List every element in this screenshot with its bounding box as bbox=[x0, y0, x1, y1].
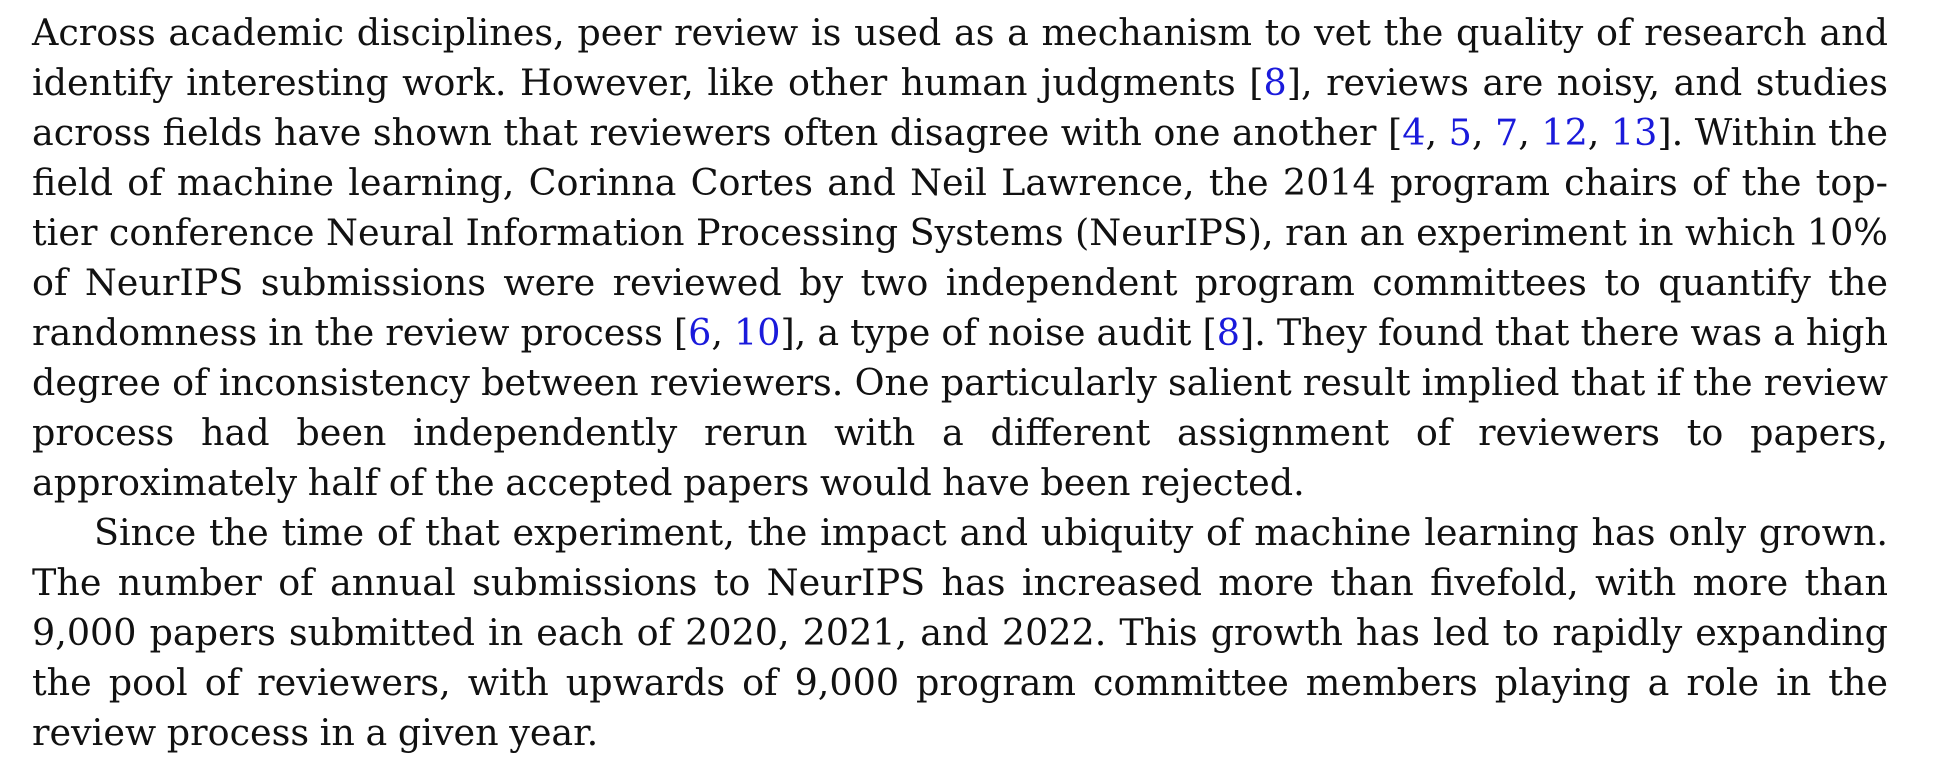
citation-separator: , bbox=[1471, 111, 1495, 154]
citation-separator: , bbox=[1587, 111, 1611, 154]
paragraph-growth: Since the time of that experiment, the impact and ubiquity of machine learning has only grown. The number of annual submissions to NeurIPS has increased more than fivefold, with more than 9,000 papers submitted in each of 2020, 2021, and 2022. This growth has led to rapidly expanding the pool of reviewers, with upwards of 9,000 program committee members playing a role in the review process in a given year. bbox=[32, 511, 1888, 754]
citation-separator: , bbox=[1518, 111, 1542, 154]
citation-link-13[interactable]: 13 bbox=[1610, 111, 1658, 154]
citation-link-12[interactable]: 12 bbox=[1541, 111, 1588, 154]
citation-link-6[interactable]: 6 bbox=[688, 311, 712, 354]
citation-separator: , bbox=[1425, 111, 1449, 154]
citation-separator: , bbox=[711, 311, 734, 354]
paragraph-text: ]. They found that there was a high degree of inconsistency between reviewers. One particularly salient result implied that if the review process had been independently rerun with a different assignment of reviewers to papers, approximately half of the accepted papers would have been rejected. bbox=[32, 311, 1888, 504]
document-body bbox=[32, 8, 1888, 758]
paragraph-text: ], a type of noise audit [ bbox=[780, 311, 1217, 354]
paragraph-text: ], reviews are noisy, and studies across fields have shown that reviewers often disagree with one another [ bbox=[32, 61, 1888, 154]
paragraph-intro bbox=[32, 8, 1888, 508]
citation-link-7[interactable]: 7 bbox=[1494, 111, 1519, 154]
citation-link-8-second[interactable]: 8 bbox=[1216, 311, 1240, 354]
citation-link-5[interactable]: 5 bbox=[1448, 111, 1472, 154]
citation-link-8[interactable]: 8 bbox=[1263, 61, 1287, 104]
paragraph-text: ]. Within the field of machine learning, Corinna Cortes and Neil Lawrence, the 2014 program chairs of the top-tier conference Neural Information Processing Systems (NeurIPS), ran an experiment in which 10% of NeurIPS submissions were reviewed by two independent program committees to quantify the randomness in the review process [ bbox=[32, 111, 1888, 354]
citation-link-10[interactable]: 10 bbox=[733, 311, 781, 354]
paragraph-text: Across academic disciplines, peer review is used as a mechanism to vet the quality of research and identify interesting work. However, like other human judgments [ bbox=[32, 11, 1888, 104]
citation-link-4[interactable]: 4 bbox=[1402, 111, 1426, 154]
